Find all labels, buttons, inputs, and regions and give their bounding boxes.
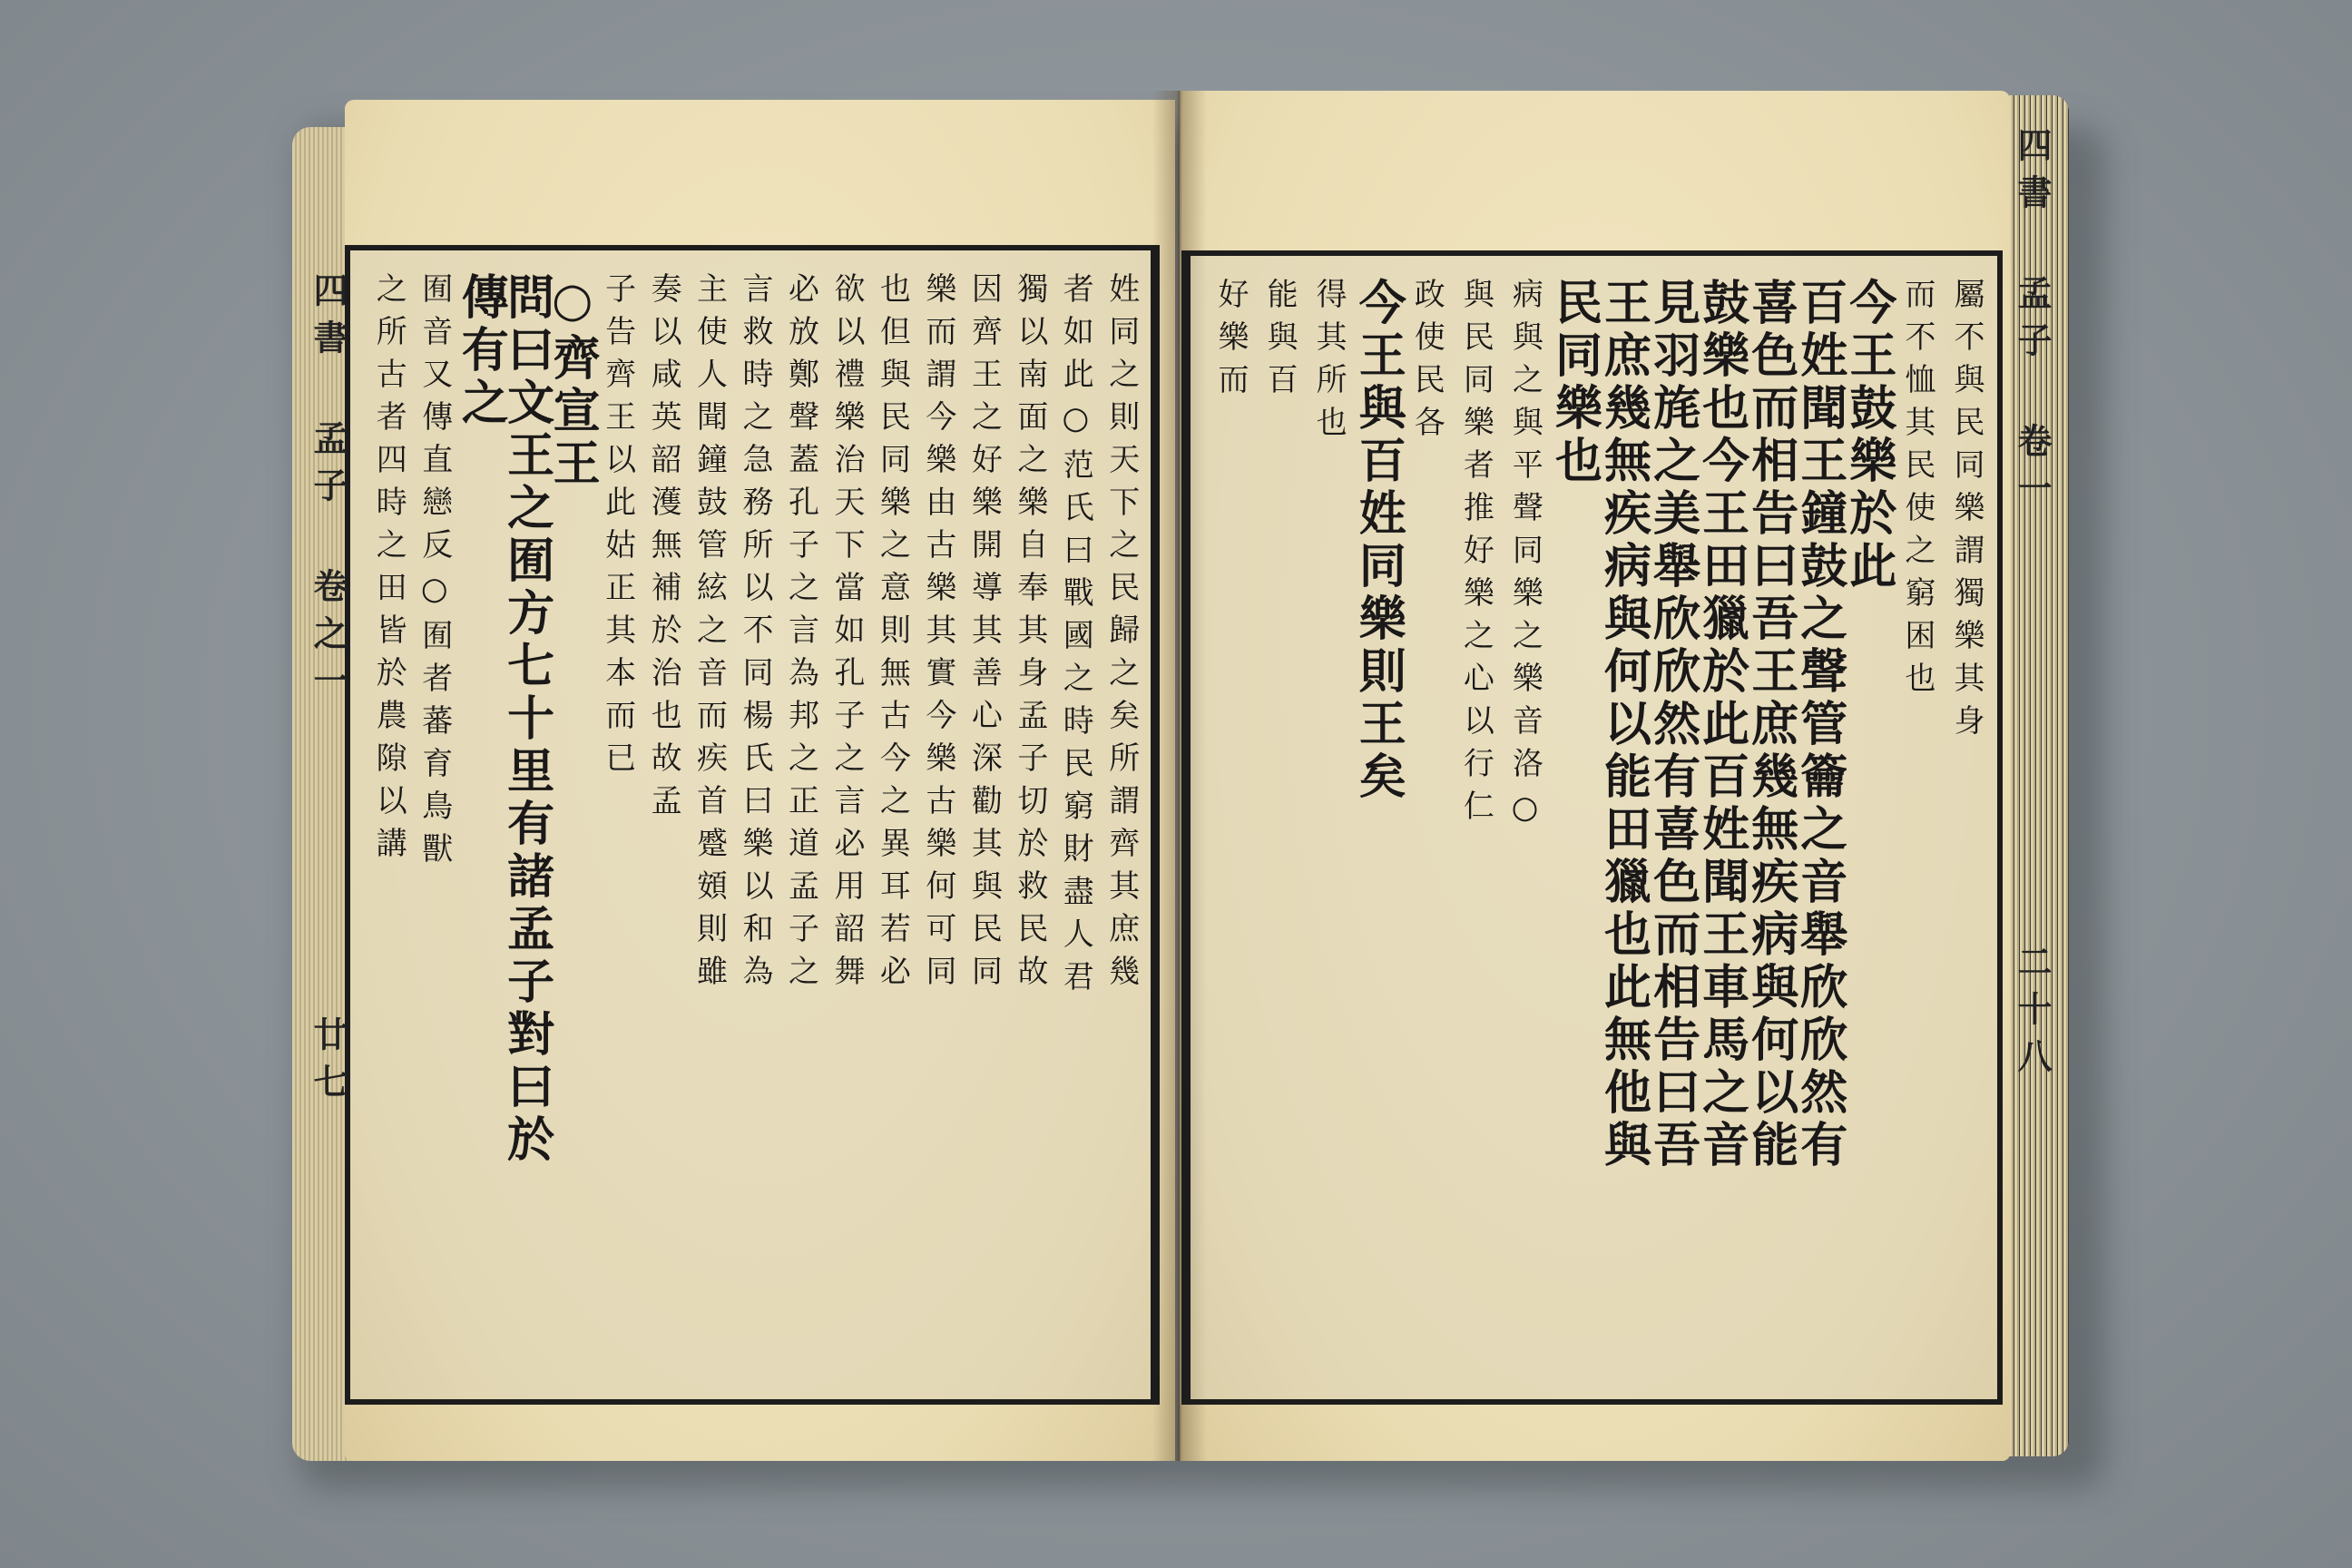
left-page-column: 主使人聞鐘鼓管絃之音而疾首蹙頞則雖 xyxy=(691,272,728,997)
left-page-column: 姓同之則天下之民歸之矣所謂齊其庶幾 xyxy=(1102,272,1140,997)
left-page-column: 問曰文王之囿方七十里有諸孟子對曰於 xyxy=(498,272,554,1167)
left-page-column: 傳有之 xyxy=(453,272,509,430)
right-page-column: 好樂而 xyxy=(1212,278,1250,406)
right-text-frame xyxy=(1181,250,2003,1405)
right-page-column: 見羽旄之美舉欣欣然有喜色而相告曰吾 xyxy=(1644,278,1700,1172)
right-page-column: 喜色而相告曰吾王庶幾無疾病與何以能 xyxy=(1742,278,1798,1172)
right-page-column: 屬不與民同樂謂獨樂其身 xyxy=(1947,278,1984,747)
right-page-column: 得其所也 xyxy=(1310,278,1348,448)
right-page-column: 民同樂也 xyxy=(1546,278,1602,488)
left-page-column: 也但與民同樂之意則無古今之異耳若必 xyxy=(874,272,911,997)
left-page-column: 言救時之急務所以不同楊氏曰樂以和為 xyxy=(737,272,773,997)
left-page-column: 者如此○范氏曰戰國之時民窮財盡人君 xyxy=(1057,272,1094,1003)
left-page-column: ○齊宣王 xyxy=(544,272,601,491)
left-page-column: 因齊王之好樂開導其善心深勸其與民同 xyxy=(965,272,1003,997)
right-page-column: 百姓聞王鐘鼓之聲管籥之音舉欣欣然有 xyxy=(1791,278,1847,1172)
right-folio: 二十八 xyxy=(2012,944,2053,1085)
left-page-column: 子告齊王以此姑正其本而已 xyxy=(599,272,636,784)
left-page-column: 之所古者四時之田皆於農隙以講 xyxy=(370,272,407,869)
right-page-column: 今王鼓樂於此 xyxy=(1840,278,1896,593)
left-page-column: 欲以禮樂治天下當如孔子之言必用韶舞 xyxy=(828,272,865,997)
right-margin-label: 四書 孟子 卷一 xyxy=(2012,127,2053,517)
left-page-column: 必放鄭聲蓋孔子之言為邦之正道孟子之 xyxy=(782,272,819,997)
right-page-column: 而不恤其民使之窮困也 xyxy=(1898,278,1936,704)
left-page-column: 樂而謂今樂由古樂其實今樂古樂何可同 xyxy=(919,272,956,997)
left-text-frame xyxy=(345,245,1160,1405)
left-margin-label: 四書 孟子 卷之一 xyxy=(308,272,348,710)
right-page-column: 鼓樂也今王田獵於此百姓聞王車馬之音 xyxy=(1693,278,1749,1172)
left-folio: 廿七 xyxy=(308,1016,348,1111)
right-page-column: 王庶幾無疾病與何以能田獵也此無他與 xyxy=(1595,278,1651,1172)
right-page-column: 與民同樂者推好樂之心以行仁 xyxy=(1457,278,1494,832)
right-page-column: 今王與百姓同樂則王矣 xyxy=(1350,278,1406,804)
right-page-column: 政使民各 xyxy=(1408,278,1446,448)
right-page-column: 能與百 xyxy=(1261,278,1298,406)
right-page-column: 病與之與平聲同樂之樂音洛○ xyxy=(1506,278,1544,838)
left-page-column: 囿音又傳直戀反○囿者蕃育鳥獸 xyxy=(416,272,453,875)
left-text-columns xyxy=(359,267,1142,1383)
right-text-columns xyxy=(1200,272,1988,1383)
left-page-column: 獨以南面之樂自奉其身孟子切於救民故 xyxy=(1011,272,1048,997)
left-page-column: 奏以咸英韶濩無補於治也故孟 xyxy=(645,272,682,827)
